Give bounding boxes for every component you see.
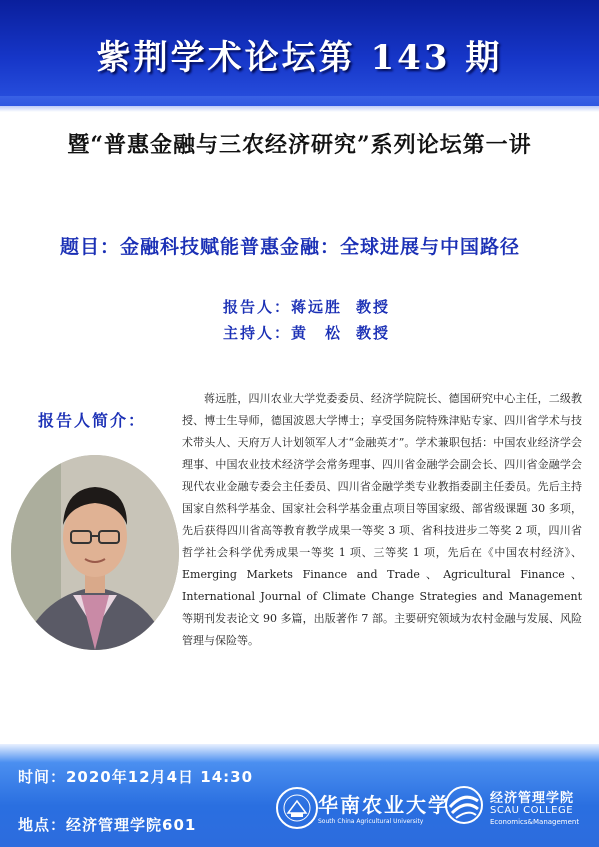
bio-text: 蒋远胜，四川农业大学党委委员、经济学院院长、德国研究中心主任，二级教授、博士生导师，德国波恩大学博士；享受国务院特殊津贴专家、四川省学术与技术带头人、天府万人计划领军人才“金融英才”。学术兼职包括：中国农业经济学会理事、中国农业技术经济学会常务理事、四川省金融学会副会长、四川省金融学会现代农业金融专委会主任委员、四川省金融学类专业教指委副主任委员。先后主持国家自然科学基金、国家社会科学基金重点项目等国家级、部省级课题 30 多项，先后获得四川省高等教育教学成果一等奖 3 项、省科技进步二等奖 2 项，四川省哲学社会科学优秀成果一等奖 1 项、三等奖 1 项，先后在《中国农村经济》、Emerging Markets Finance and Trade、Agricultural Finance、International Journal of Climate Change Strategies and Management 等期刊发表论文 90 多篇，出版著作 7 部。主要研究领域为农村金融与发展、风险管理与保险等。 [182,392,582,647]
talk-topic: 题目：金融科技赋能普惠金融：全球进展与中国路径 [60,236,521,258]
speaker-bio [182,388,582,652]
speaker-photo [11,455,179,650]
event-time: 时间：2020年12月4日 14:30 [18,768,254,786]
host-name: 黄 松 [291,324,343,342]
university-emblem-icon [276,787,318,829]
host-line [223,322,390,343]
speaker-name: 蒋远胜 [291,298,343,316]
host-title: 教授 [356,324,391,342]
speaker-line [223,296,390,317]
college-name: 经济管理学院 [490,791,575,806]
speaker-portrait [11,455,179,650]
banner-fade [0,96,599,112]
university-name: 华南农业大学 [318,793,450,817]
forum-title: 紫荆学术论坛第 143 期 [96,38,503,78]
college-name-en: SCAU COLLEGE [490,805,574,816]
college-subtitle-en: Economics&Management [490,818,580,826]
bio-label: 报告人简介： [38,411,147,430]
speaker-label: 报告人： [223,298,292,316]
speaker-title: 教授 [356,298,391,316]
series-subtitle: 暨“普惠金融与三农经济研究”系列论坛第一讲 [67,132,532,158]
host-label: 主持人： [223,324,292,342]
university-name-en: South China Agricultural University [318,818,424,825]
college-logo-icon [444,785,484,825]
event-place: 地点：经济管理学院601 [18,816,197,834]
